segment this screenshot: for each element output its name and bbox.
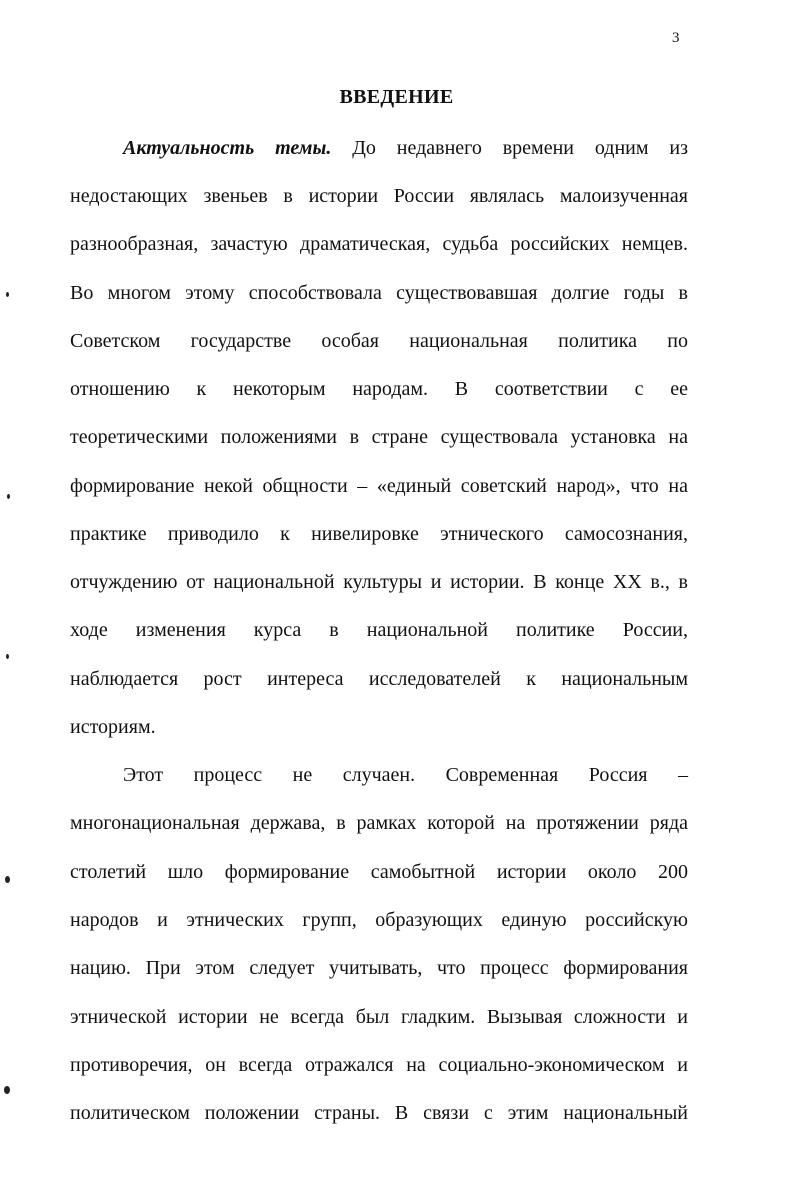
paragraph-1-line-7: теоретическими положениями в стране существовала установка на [70,426,688,448]
paragraph-1-line-9: практике приводило к нивелировке этнического самосознания, [70,523,688,545]
scan-speck [6,292,9,297]
paragraph-2-line-1: Этот процесс не случаен. Современная Россия – [123,764,688,786]
paragraph-1-line-5: Советском государстве особая национальная политика по [70,330,688,352]
paragraph-1-line-10: отчуждению от национальной культуры и истории. В конце XX в., в [70,571,688,593]
paragraph-1-line-1 [123,136,688,160]
paragraph-2-line-8: политическом положении страны. В связи с этим национальный [70,1102,688,1124]
paragraph-2-line-3: столетий шло формирование самобытной истории около 200 [70,861,688,883]
paragraph-1-line-6: отношению к некоторым народам. В соответствии с ее [70,378,688,400]
paragraph-1-line-12: наблюдается рост интереса исследователей к национальным [70,668,688,690]
scan-speck [6,654,9,659]
heading: ВВЕДЕНИЕ [339,86,454,108]
paragraph-2-line-4: народов и этнических групп, образующих единую российскую [70,909,688,931]
scan-speck [4,1086,10,1094]
paragraph-1-line-3: разнообразная, зачастую драматическая, судьба российских немцев. [70,233,688,255]
paragraph-1-line-13: историям. [70,716,156,738]
paragraph-1-line-4: Во многом этому способствовала существовавшая долгие годы в [70,282,688,304]
paragraph-2-line-5: нацию. При этом следует учитывать, что процесс формирования [70,957,688,979]
paragraph-2-line-2: многонациональная держава, в рамках которой на протяжении ряда [70,812,688,834]
scan-speck [7,494,10,499]
page-number: 3 [672,30,680,46]
lead-phrase: Актуальность темы. [123,137,332,159]
paragraph-2-line-7: противоречия, он всегда отражался на социально-экономическом и [70,1054,688,1076]
paragraph-1-line-8: формирование некой общности – «единый советский народ», что на [70,475,688,497]
scan-speck [5,876,10,883]
paragraph-1-line-2: недостающих звеньев в истории России являлась малоизученная [70,185,688,207]
paragraph-2-line-6: этнической истории не всегда был гладким. Вызывая сложности и [70,1006,688,1028]
paragraph-1-line-11: ходе изменения курса в национальной политике России, [70,619,688,641]
paragraph-1-first-rest: До недавнего времени одним из [352,137,688,159]
